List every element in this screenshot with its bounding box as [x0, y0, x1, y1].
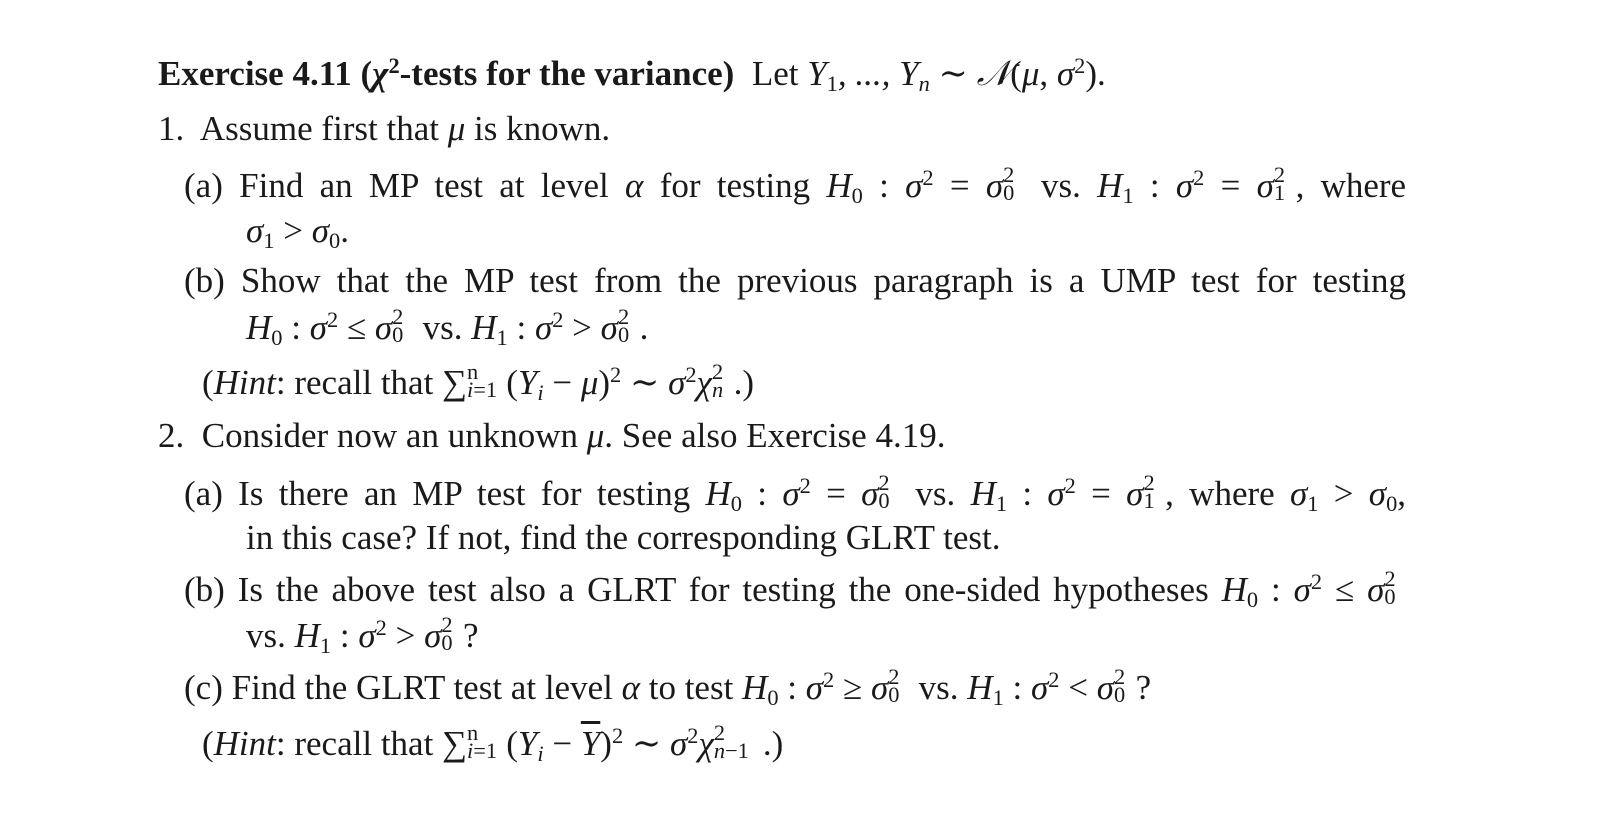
part2-hint-text: : recall that — [275, 724, 434, 763]
exercise-intro: Let — [751, 54, 799, 93]
part2b-label: (b) — [184, 570, 225, 609]
part2-hint-formula: ∑ n i=1 $(Y_i - \overline{Y})^2$ ∼ $\sigma^2\chi$ 2 n−1 .) — [442, 719, 784, 767]
part2a-line1 — [184, 470, 1406, 516]
part2b-line1 — [184, 566, 1406, 612]
part2b-line2 — [246, 612, 479, 658]
part1a-text-1: Find an MP test at level — [239, 166, 609, 205]
part1-hint-open: ( — [202, 363, 214, 402]
part1a-line2 — [246, 209, 349, 253]
part2a-text-1: Is there an MP test for testing — [238, 474, 691, 513]
part2-hint — [202, 720, 783, 766]
part2a-h1: $H_1$ : $\sigma^2 = \sigma$ 2 1 — [970, 469, 1155, 517]
part2-statement — [158, 414, 945, 458]
part1b-label: (b) — [184, 261, 225, 300]
part1a-h0: $H_0$ : $\sigma^2 = \sigma$ 2 0 — [826, 161, 1015, 209]
part1a-text-2: for testing — [659, 166, 811, 205]
part2a-text-2: in this case? If not, find the corresponding GLRT test. — [246, 518, 1001, 557]
alpha-symbol-2: α — [621, 668, 640, 707]
part1a-where: , where — [1295, 166, 1407, 205]
part2c-h0: $H_0$ : $\sigma^2 \ge \sigma$ 2 0 — [742, 663, 900, 711]
part1b-line1 — [184, 259, 1406, 303]
part2a-line2 — [246, 516, 1000, 560]
part1b-line2 — [246, 304, 648, 350]
part2a-label: (a) — [184, 474, 223, 513]
part1b-h1: $H_1$ : $\sigma^2 > \sigma$ 2 0 . — [471, 303, 649, 351]
part1a-vs: vs. — [1041, 166, 1081, 205]
exercise-label: Exercise 4.11 — [158, 54, 352, 93]
part1-hint-text: : recall that — [275, 363, 434, 402]
part1-hint-formula: ∑ n i=1 $(Y_i - \mu)^2$ ∼ $\sigma^2\chi$ 2 n .) — [442, 358, 755, 406]
part1-text-a: Assume first that — [199, 109, 439, 148]
part1a-line1 — [184, 162, 1406, 208]
part1b-text-1: Show that the MP test from the previous paragraph is a UMP test for testing — [240, 261, 1406, 300]
mu-symbol: μ — [447, 109, 466, 148]
part2-text-b: . See also Exercise 4.19. — [604, 416, 946, 455]
part1-hint — [202, 359, 754, 405]
part2-hint-open: ( — [202, 724, 214, 763]
exercise-heading — [158, 52, 1106, 96]
part2a-condition: $\sigma_1 > \sigma_0$, — [1289, 474, 1407, 517]
part2a-h0: $H_0$ : $\sigma^2 = \sigma$ 2 0 — [705, 469, 890, 517]
part2-hint-word: Hint — [213, 724, 276, 763]
part2c-text-2: to test — [648, 668, 734, 707]
part1-hint-word: Hint — [213, 363, 276, 402]
part2b-vs: vs. — [246, 616, 286, 655]
part2b-h0: $H_0$ : $\sigma^2 \le \sigma$ 2 0 — [1221, 565, 1396, 613]
part2a-vs: vs. — [915, 474, 956, 513]
part1b-h0: $H_0$ : $\sigma^2 \le \sigma$ 2 0 — [246, 303, 404, 351]
part2c-h1: $H_1$ : $\sigma^2 < \sigma$ 2 0 ? — [967, 663, 1152, 711]
exercise-title: ($\chi^2$-tests for the variance) — [360, 52, 735, 93]
part2c-vs: vs. — [918, 668, 959, 707]
part2c-line — [184, 664, 1151, 710]
part2c-text-1: Find the GLRT test at level — [231, 668, 613, 707]
part1-number: 1. — [158, 109, 185, 148]
part1-statement — [158, 107, 610, 151]
part1-text-b: is known. — [474, 109, 611, 148]
mu-symbol-2: μ — [586, 416, 605, 455]
part1a-label: (a) — [184, 166, 223, 205]
part2-number: 2. — [158, 416, 185, 455]
part2b-h1: $H_1$ : $\sigma^2 > \sigma$ 2 0 ? — [294, 611, 479, 659]
part1a-h1: $H_1$ : $\sigma^2 = \sigma$ 2 1 — [1097, 161, 1286, 209]
part1a-condition: $\sigma_1 > \sigma_0$. — [246, 211, 349, 254]
part2a-where: , where — [1165, 474, 1275, 513]
alpha-symbol: α — [625, 166, 644, 205]
part2-text-a: Consider now an unknown — [201, 416, 578, 455]
exercise-model: $Y_1$, ..., $Y_n$ ∼ 𝒩(μ, $\sigma^2$). — [807, 52, 1106, 97]
part1b-vs: vs. — [422, 308, 463, 347]
part2b-text-1: Is the above test also a GLRT for testing the one-sided hypotheses — [237, 570, 1209, 609]
part2c-label: (c) — [184, 668, 223, 707]
